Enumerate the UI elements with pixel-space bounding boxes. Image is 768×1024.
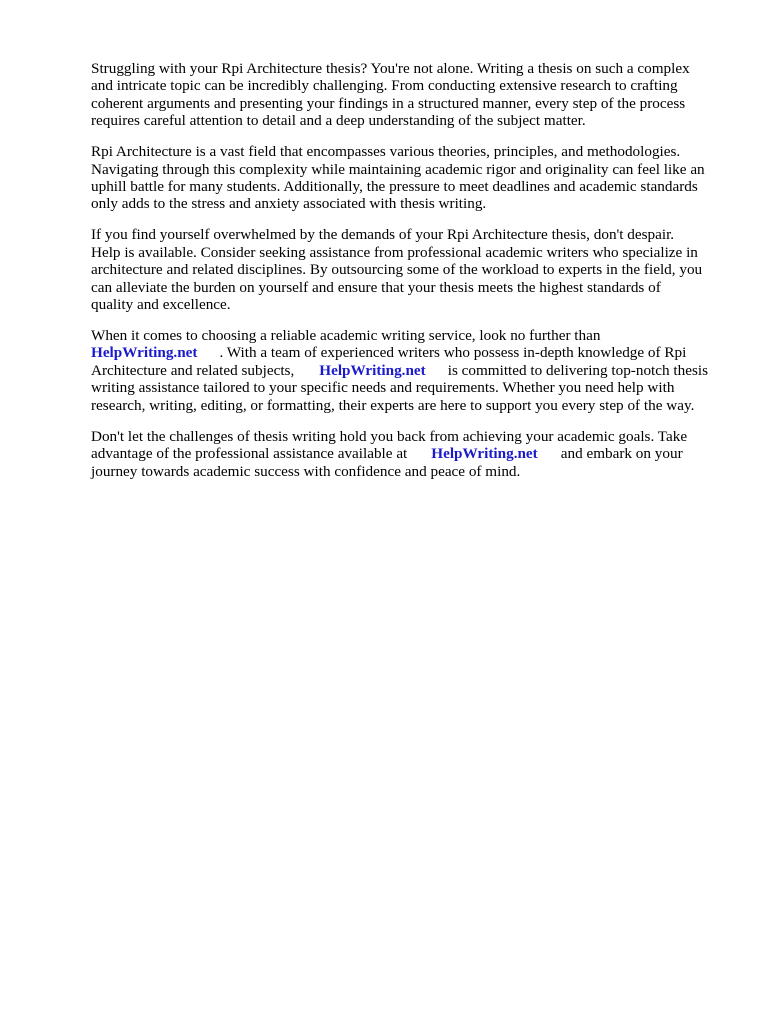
text-segment: and embark on your bbox=[560, 445, 683, 463]
text-line: Struggling with your Rpi Architecture thesis? You're not alone. Writing a thesis on such a complex bbox=[91, 60, 690, 77]
text-line: research, writing, editing, or formatting, their experts are here to support you every step of the way. bbox=[91, 396, 695, 414]
helpwriting-link[interactable]: HelpWriting.net bbox=[319, 361, 426, 379]
helpwriting-link[interactable]: HelpWriting.net bbox=[91, 344, 198, 362]
text-line: can alleviate the burden on yourself and ensure that your thesis meets the highest standards of bbox=[91, 278, 661, 296]
text-segment: advantage of the professional assistance available at bbox=[91, 445, 408, 463]
text-line: If you find yourself overwhelmed by the demands of your Rpi Architecture thesis, don't despair. bbox=[91, 226, 675, 244]
text-line: Rpi Architecture is a vast field that encompasses various theories, principles, and methodologies. bbox=[91, 143, 681, 161]
text-line: journey towards academic success with confidence and peace of mind. bbox=[91, 462, 521, 480]
text-line bbox=[91, 344, 731, 361]
paragraph-service bbox=[91, 327, 731, 414]
text-segment: is committed to delivering top-notch thesis bbox=[447, 361, 708, 379]
paragraph-intro bbox=[91, 60, 731, 130]
helpwriting-link[interactable]: HelpWriting.net bbox=[431, 445, 538, 463]
paragraph-help bbox=[91, 226, 731, 313]
document-body bbox=[91, 60, 731, 494]
text-line bbox=[91, 362, 731, 379]
text-line: and intricate topic can be incredibly challenging. From conducting extensive research to crafting bbox=[91, 77, 678, 95]
paragraph-closing bbox=[91, 428, 731, 480]
text-line: Help is available. Consider seeking assistance from professional academic writers who specialize in bbox=[91, 243, 698, 261]
text-line: Navigating through this complexity while maintaining academic rigor and originality can feel like an bbox=[91, 160, 705, 178]
text-line: architecture and related disciplines. By outsourcing some of the workload to experts in the field, you bbox=[91, 261, 703, 279]
text-line: Don't let the challenges of thesis writing hold you back from achieving your academic goals. Take bbox=[91, 427, 688, 445]
paragraph-field bbox=[91, 143, 731, 213]
text-segment: . With a team of experienced writers who possess in-depth knowledge of Rpi bbox=[219, 344, 687, 362]
text-line bbox=[91, 445, 731, 462]
text-line: When it comes to choosing a reliable academic writing service, look no further than bbox=[91, 327, 601, 345]
text-line: requires careful attention to detail and a deep understanding of the subject matter. bbox=[91, 112, 586, 130]
text-line: uphill battle for many students. Additionally, the pressure to meet deadlines and academic standards bbox=[91, 178, 698, 196]
text-line: writing assistance tailored to your specific needs and requirements. Whether you need help with bbox=[91, 379, 675, 397]
text-segment: Architecture and related subjects, bbox=[91, 361, 295, 379]
text-line: coherent arguments and presenting your findings in a structured manner, every step of the process bbox=[91, 94, 686, 112]
text-line: quality and excellence. bbox=[91, 296, 231, 314]
text-line: only adds to the stress and anxiety associated with thesis writing. bbox=[91, 195, 487, 213]
